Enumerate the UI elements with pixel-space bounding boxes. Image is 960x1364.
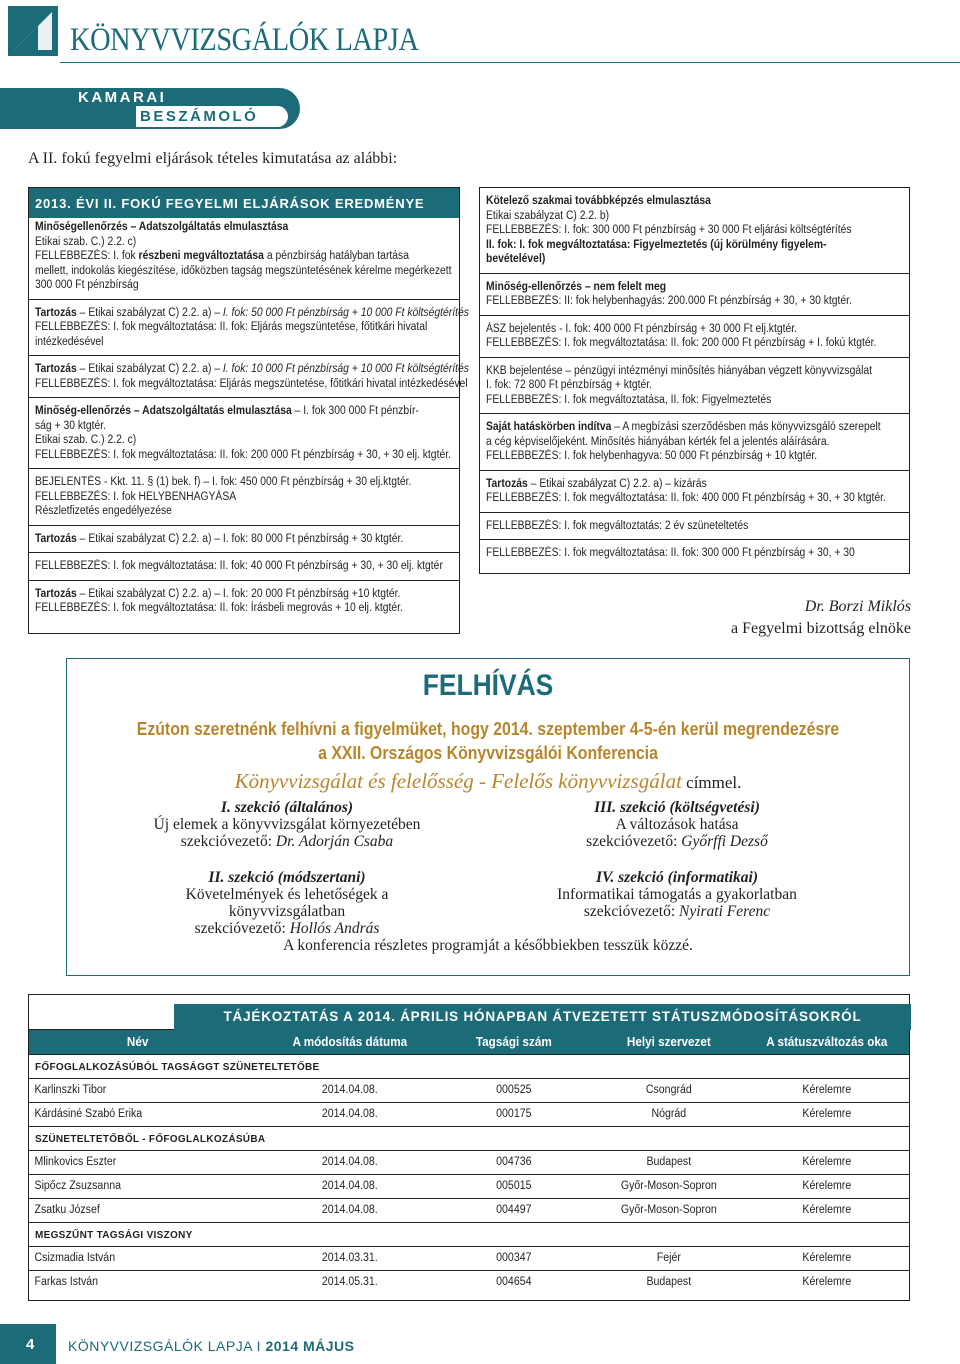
divider — [29, 580, 459, 581]
case-line: Tartozás – Etikai szabályzat C) 2.2. a) – kizárás — [486, 477, 707, 490]
section-2: II. szekció (módszertani) Követelmények és lehetőségek a könyvvizsgálatban szekcióvezető: Hollós András — [185, 869, 389, 937]
case-line: FELLEBBEZÉS: I. fok HELYBENHAGYÁSA — [35, 490, 237, 503]
case-heading: Minőség-ellenőrzés – nem felelt meg — [486, 280, 667, 293]
case-heading: Minőségellenőrzés – Adatszolgáltatás elmulasztása — [35, 221, 289, 233]
intro-text: A II. fokú fegyelmi eljárások tételes kimutatása az alábbi: — [28, 150, 398, 167]
case-line: FELLEBBEZÉS: I. fok megváltoztatása: II. fok: 200 000 Ft pénzbírság + I. fokú ktgtér. — [486, 337, 877, 349]
divider — [480, 273, 909, 274]
case-line: Tartozás – Etikai szabályzat C) 2.2. a) – I. fok: 50 000 Ft pénzbírság + 10 000 Ft költségtérítés — [35, 306, 469, 319]
divider — [29, 299, 459, 300]
case-line: intézkedésével — [35, 335, 104, 348]
case-line: Etikai szabályzat C) 2.2. b) — [486, 209, 610, 222]
case-line: I. fok: 72 800 Ft pénzbírság + ktgtér. — [486, 379, 652, 391]
case-line: Etikai szab. C.) 2.2. c) — [35, 235, 137, 248]
divider — [29, 397, 459, 398]
case-line: II. fok: I. fok megváltoztatása: Figyelmeztetés (új körülmény figyelem- — [486, 238, 827, 251]
table-cell: 000347 — [496, 1252, 532, 1264]
table-row — [29, 1174, 909, 1198]
page-number: 4 — [0, 1324, 56, 1364]
case-line: FELLEBBEZÉS: II: fok helybenhagyás: 200.000 Ft pénzbírság + 30, + 30 ktgtér. — [486, 295, 852, 307]
table-cell: Kérelemre — [802, 1252, 852, 1264]
left-box-title: 2013. ÉVI II. FOKÚ FEGYELMI ELJÁRÁSOK EREDMÉNYE — [29, 188, 459, 218]
call-box — [66, 658, 910, 976]
table-group-header: MEGSZŰNT TAGSÁGI VISZONY — [29, 1222, 909, 1246]
divider — [480, 357, 909, 358]
table-row — [29, 1270, 909, 1294]
table-cell: Csizmadia István — [34, 1252, 116, 1264]
case-line: FELLEBBEZÉS: I. fok megváltoztatása: II. fok: 300 000 Ft pénzbírság + 30, + 30 — [486, 547, 855, 559]
table-cell: Karlinszki Tibor — [34, 1084, 107, 1096]
call-text-1: Ezúton szeretnénk felhívni a figyelmüket, hogy 2014. szeptember 4-5-én kerül megrendezésre — [136, 719, 840, 739]
case-line: FELLEBBEZÉS: I. fok részbeni megváltoztatása a pénzbírság hatályban tartása — [35, 250, 409, 262]
case-line: Tartozás – Etikai szabályzat C) 2.2. a) – I. fok: 10 000 Ft pénzbírság + 10 000 Ft költségtérítés — [35, 363, 469, 375]
section-3: III. szekció (költségvetési) A változások hatása szekcióvezető: Győrffi Dezső — [586, 799, 768, 850]
column-header: A státuszváltozás oka — [766, 1034, 888, 1049]
case-heading: Kötelező szakmai továbbképzés elmulasztása — [486, 195, 711, 207]
table-cell: Budapest — [646, 1276, 691, 1288]
status-table — [28, 994, 910, 1301]
section-tab-line1: KAMARAI — [78, 89, 167, 106]
case-line: Saját hatáskörben indítva – A megbízási szerződésben más könyvvizsgáló szerepelt — [486, 421, 881, 433]
table-cell: Csongrád — [645, 1084, 692, 1096]
signature-role: a Fegyelmi bizottság elnöke — [731, 620, 911, 637]
case-line: bevételével) — [486, 253, 546, 265]
case-line: FELLEBBEZÉS: I. fok megváltoztatás: 2 év szüneteltetés — [486, 519, 749, 532]
table-cell: Mlinkovics Eszter — [34, 1156, 117, 1168]
table-cell: Kérelemre — [802, 1084, 852, 1096]
divider — [29, 468, 459, 469]
table-cell: Budapest — [646, 1156, 691, 1168]
footer-magazine: KÖNYVVIZSGÁLÓK LAPJA I 2014 MÁJUS — [68, 1338, 355, 1354]
case-line: ság + 30 ktgtér. — [35, 419, 107, 432]
table-cell: 000525 — [496, 1084, 532, 1096]
table-cell: 2014.04.08. — [322, 1084, 379, 1096]
column-header: Helyi szervezet — [626, 1034, 711, 1049]
column-header: Tagsági szám — [475, 1034, 552, 1049]
table-cell: Nógrád — [651, 1108, 686, 1120]
column-header: A módosítás dátuma — [292, 1034, 408, 1049]
call-footer: A konferencia részletes programját a későbbiekben tesszük közzé. — [283, 937, 693, 954]
divider — [480, 539, 909, 540]
table-cell: 005015 — [496, 1180, 532, 1192]
right-results-box — [479, 187, 910, 574]
case-line: Tartozás – Etikai szabályzat C) 2.2. a) – I. fok: 20 000 Ft pénzbírság +10 ktgtér. — [35, 587, 401, 600]
case-line: a cég képviselőjeként. Minősítés hiányában kérték fel a jelentés aláírására. — [486, 435, 830, 448]
call-text-2: a XXII. Országos Könyvvizsgálói Konferencia — [318, 743, 658, 763]
table-cell: 2014.03.31. — [322, 1252, 379, 1264]
table-title: TÁJÉKOZTATÁS A 2014. ÁPRILIS HÓNAPBAN ÁTVEZETETT STÁTUSZMÓDOSÍTÁSOKRÓL — [174, 1004, 911, 1030]
left-results-box — [28, 187, 469, 634]
brand-title: KÖNYVVIZSGÁLÓK LAPJA — [70, 22, 419, 58]
table-cell: Kárdásiné Szabó Erika — [34, 1108, 143, 1120]
table-cell: Fejér — [656, 1252, 681, 1264]
case-line: FELLEBBEZÉS: I. fok: 300 000 Ft pénzbírság + 30 000 Ft eljárási költségtérítés — [486, 224, 852, 236]
table-cell: 2014.04.08. — [322, 1204, 379, 1216]
table-cell: 2014.05.31. — [322, 1276, 379, 1288]
case-line: FELLEBBEZÉS: I. fok megváltoztatása: II. fok: 200 000 Ft pénzbírság + 30, + 30 elj. ktgtér. — [35, 448, 451, 461]
section-4: IV. szekció (informatikai) Informatikai támogatás a gyakorlatban szekcióvezető: Nyirati Ferenc — [557, 869, 797, 920]
table-cell: Sipőcz Zsuzsanna — [34, 1180, 121, 1192]
table-cell: Kérelemre — [802, 1276, 852, 1288]
case-line: FELLEBBEZÉS: I. fok megváltoztatása: II. fok: 40 000 Ft pénzbírság + 30, + 30 elj. ktgtér — [35, 560, 443, 572]
table-row — [29, 1246, 909, 1270]
table-cell: 2014.04.08. — [322, 1180, 379, 1192]
logo-mark-icon — [8, 6, 58, 56]
case-line: FELLEBBEZÉS: I. fok megváltoztatása, II. fok: Figyelmeztetés — [486, 393, 772, 406]
signature-name: Dr. Borzi Miklós — [804, 598, 911, 615]
table-cell: 004736 — [496, 1156, 532, 1168]
table-row — [29, 1198, 909, 1222]
case-line: 300 000 Ft pénzbírság — [35, 279, 139, 291]
case-line: mellett, indokolás kiegészítése, időközben tagság megszüntetésének kérelme megérkezett — [35, 264, 452, 277]
case-line: FELLEBBEZÉS: I. fok helybenhagyva: 50 000 Ft pénzbírság + 10 ktgtér. — [486, 450, 818, 462]
table-cell: 000175 — [496, 1108, 532, 1120]
case-line: Minőség-ellenőrzés – Adatszolgáltatás elmulasztása – I. fok 300 000 Ft pénzbír- — [35, 405, 419, 417]
divider — [480, 512, 909, 513]
table-cell: 2014.04.08. — [322, 1108, 379, 1120]
case-line: FELLEBBEZÉS: I. fok megváltoztatása: II. fok: Eljárás megszüntetése, főtitkári hivatal — [35, 321, 428, 333]
case-line: Részletfizetés engedélyezése — [35, 505, 172, 517]
table-group-header: FŐFOGLALKOZÁSÚBÓL TAGSÁGGT SZÜNETELTETŐBE — [29, 1054, 909, 1078]
case-line: BEJELENTÉS - Kkt. 11. § (1) bek. f) – I. fok: 450 000 Ft pénzbírság + 30 elj.ktgtér. — [35, 476, 412, 488]
table-cell: Győr-Moson-Sopron — [620, 1204, 717, 1216]
table-cell: Farkas István — [34, 1276, 99, 1288]
divider — [480, 315, 909, 316]
conference-motto: Könyvvizsgálat és felelősség - Felelős könyvvizsgálat címmel. — [234, 769, 742, 793]
section-tab-line2: BESZÁMOLÓ — [140, 108, 259, 125]
table-row — [29, 1078, 909, 1102]
divider — [29, 525, 459, 526]
case-line: FELLEBBEZÉS: I. fok megváltoztatása: II. fok: 400 000 Ft pénzbírság + 30, + 30 ktgtér. — [486, 492, 886, 504]
table-cell: 2014.04.08. — [322, 1156, 379, 1168]
case-line: Etikai szab. C.) 2.2. c) — [35, 434, 137, 446]
call-title: FELHÍVÁS — [422, 669, 554, 702]
header-rule — [60, 62, 960, 63]
case-line: Tartozás – Etikai szabályzat C) 2.2. a) – I. fok: 80 000 Ft pénzbírság + 30 ktgtér. — [35, 532, 404, 545]
case-line: FELLEBBEZÉS: I. fok megváltoztatása: Eljárás megszüntetése, főtitkári hivatal intézkedésével — [35, 377, 468, 390]
case-line: KKB bejelentése – pénzügyi intézményi minősítés hiányában végzett könyvvizsgálat — [486, 364, 873, 377]
table-row — [29, 1102, 909, 1126]
table-cell: Győr-Moson-Sopron — [620, 1180, 717, 1192]
table-row — [29, 1150, 909, 1174]
table-cell: Zsatku József — [34, 1204, 100, 1216]
table-cell: Kérelemre — [802, 1156, 852, 1168]
divider — [480, 470, 909, 471]
table-cell: Kérelemre — [802, 1108, 852, 1120]
table-cell: Kérelemre — [802, 1180, 852, 1192]
table-header — [29, 1030, 909, 1054]
logo — [8, 6, 58, 56]
divider — [480, 413, 909, 414]
case-line: ÁSZ bejelentés - I. fok: 400 000 Ft pénzbírság + 30 000 Ft elj.ktgtér. — [486, 322, 797, 335]
divider — [29, 355, 459, 356]
table-cell: Kérelemre — [802, 1204, 852, 1216]
table-cell: 004654 — [496, 1276, 532, 1288]
table-group-header: SZÜNETELTETŐBŐL - FŐFOGLALKOZÁSÚBA — [29, 1126, 909, 1150]
case-line: FELLEBBEZÉS: I. fok megváltoztatása: II. fok: Írásbeli megrovás + 10 elj. ktgtér. — [35, 602, 403, 614]
section-1: I. szekció (általános) Új elemek a könyvvizsgálat környezetében szekcióvezető: Dr. Adorján Csaba — [153, 799, 421, 850]
column-header: Név — [126, 1034, 149, 1049]
table-cell: 004497 — [496, 1204, 532, 1216]
divider — [29, 552, 459, 553]
